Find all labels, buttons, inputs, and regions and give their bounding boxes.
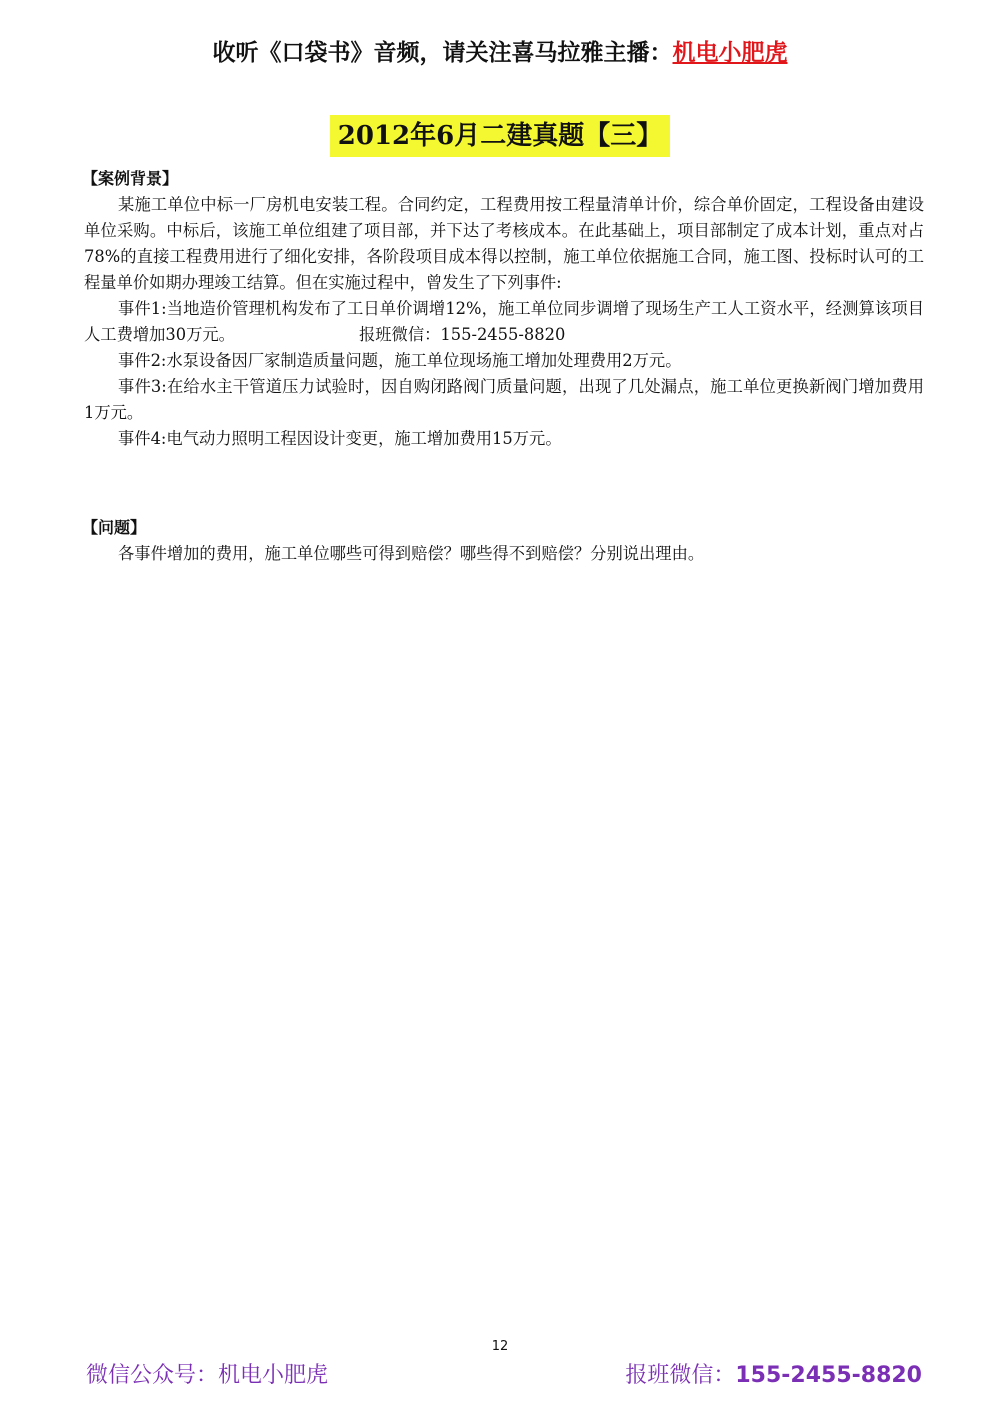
- case-background-section: [84, 166, 924, 452]
- page-header: [0, 34, 1000, 67]
- background-paragraph: 某施工单位中标一厂房机电安装工程。合同约定，工程费用按工程量清单计价，综合单价固定，工程设备由建设单位采购。中标后，该施工单位组建了项目部，并下达了考核成本。在此基础上，项目部制定了成本计划，重点对占78%的直接工程费用进行了细化安排，各阶段项目成本得以控制，施工单位依据施工合同，施工图、投标时认可的工程量单价如期办理竣工结算。但在实施过程中，曾发生了下列事件:: [84, 195, 924, 292]
- host-link[interactable]: 机电小肥虎: [672, 39, 788, 66]
- event-1-text: 事件1:当地造价管理机构发布了工日单价调增12%，施工单位同步调增了现场生产工人工资水平，经测算该项目人工费增加30万元。: [84, 299, 924, 344]
- footer-wechat-account: 微信公众号：机电小肥虎: [86, 1363, 329, 1388]
- background-label: 【案例背景】: [82, 169, 179, 188]
- event-1-contact: 报班微信：155-2455-8820: [358, 325, 566, 344]
- title-container: [0, 115, 1000, 157]
- footer-contact-number: 155-2455-8820: [735, 1363, 922, 1388]
- event-1: [84, 296, 924, 348]
- event-2: 事件2:水泵设备因厂家制造质量问题，施工单位现场施工增加处理费用2万元。: [118, 351, 682, 370]
- question-label: 【问题】: [82, 518, 147, 537]
- event-3: 事件3:在给水主干管道压力试验时，因自购闭路阀门质量问题，出现了几处漏点，施工单位更换新阀门增加费用1万元。: [84, 377, 924, 422]
- question-section: [84, 515, 924, 567]
- question-text: 各事件增加的费用，施工单位哪些可得到赔偿？哪些得不到赔偿？分别说出理由。: [118, 544, 705, 563]
- header-text: 收听《口袋书》音频，请关注喜马拉雅主播：: [212, 39, 673, 66]
- footer-contact-label: 报班微信：: [625, 1363, 736, 1388]
- event-4: 事件4:电气动力照明工程因设计变更，施工增加费用15万元。: [118, 429, 562, 448]
- page-number: 12: [491, 1339, 509, 1354]
- footer-contact: [625, 1358, 922, 1389]
- document-title: 2012年6月二建真题【三】: [330, 115, 670, 157]
